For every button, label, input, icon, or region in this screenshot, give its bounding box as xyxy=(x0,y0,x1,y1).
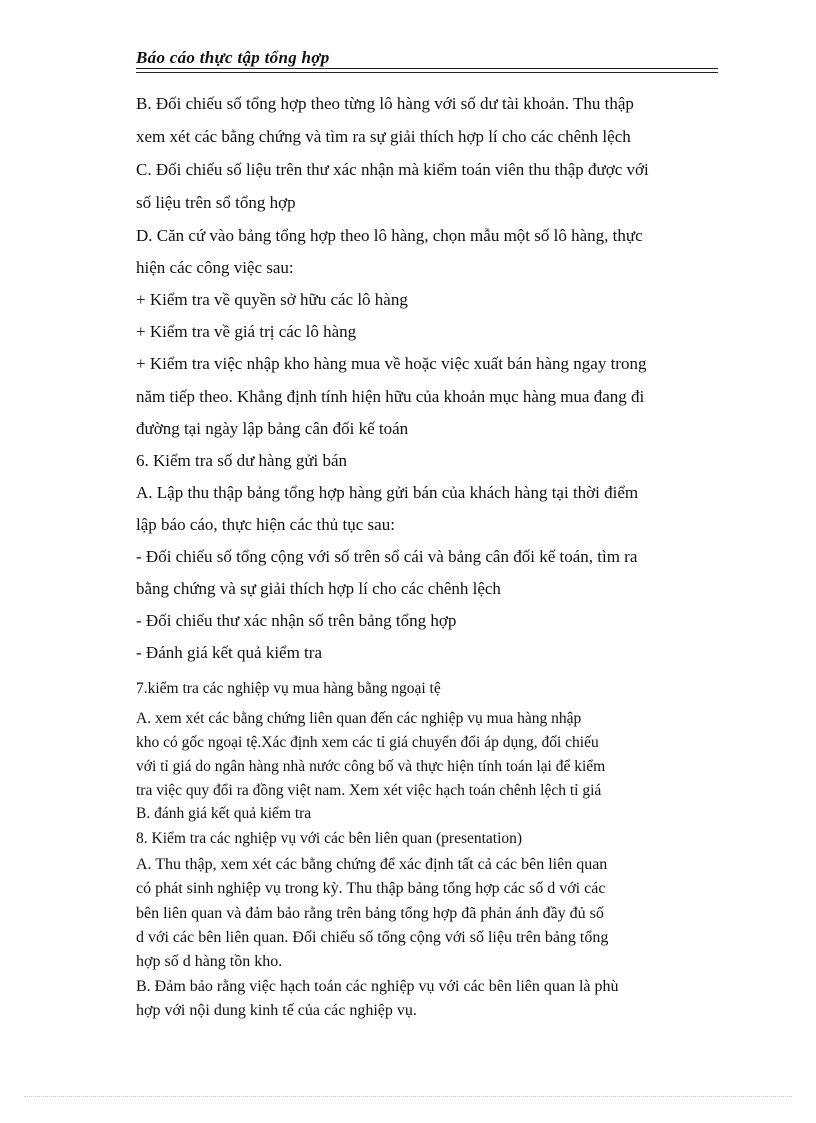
section-heading: 7.kiểm tra các nghiệp vụ mua hàng bằng ngoại tệ xyxy=(136,680,441,697)
text-line: B. Đảm bảo rằng việc hạch toán các nghiệp vụ với các bên liên quan là phù xyxy=(136,978,619,995)
text-line: - Đối chiếu thư xác nhận số trên bảng tổng hợp xyxy=(136,611,457,630)
text-line: hợp với nội dung kinh tế của các nghiệp vụ. xyxy=(136,1002,417,1019)
text-line: năm tiếp theo. Khẳng định tính hiện hữu của khoản mục hàng mua đang đi xyxy=(136,387,645,406)
footer-rule xyxy=(24,1096,792,1097)
text-line: bên liên quan và đảm bảo rằng trên bảng tổng hợp đã phản ánh đầy đủ số xyxy=(136,905,604,922)
text-line: bằng chứng và sự giải thích hợp lí cho các chênh lệch xyxy=(136,579,501,598)
text-line: - Đối chiếu số tổng cộng với số trên sổ cái và bảng cân đối kế toán, tìm ra xyxy=(136,547,638,566)
text-line: hiện các công việc sau: xyxy=(136,258,294,277)
text-line: + Kiểm tra việc nhập kho hàng mua về hoặc việc xuất bán hàng ngay trong xyxy=(136,354,647,373)
text-line: lập báo cáo, thực hiện các thủ tục sau: xyxy=(136,515,395,534)
text-line: + Kiểm tra về giá trị các lô hàng xyxy=(136,322,357,341)
text-line: có phát sinh nghiệp vụ trong kỳ. Thu thập bảng tổng hợp các số d với các xyxy=(136,880,606,897)
header-title: Báo cáo thực tập tổng hợp xyxy=(136,48,330,67)
header-rule-top xyxy=(136,68,718,69)
text-line: d với các bên liên quan. Đối chiếu số tổng cộng với số liệu trên bảng tổng xyxy=(136,929,609,946)
header-rule-bottom xyxy=(136,72,718,73)
text-line: xem xét các bằng chứng và tìm ra sự giải thích hợp lí cho các chênh lệch xyxy=(136,127,631,146)
text-line: B. Đối chiếu số tổng hợp theo từng lô hàng với số dư tài khoản. Thu thập xyxy=(136,94,634,113)
text-line: 6. Kiểm tra số dư hàng gửi bán xyxy=(136,451,348,470)
text-line: D. Căn cứ vào bảng tổng hợp theo lô hàng, chọn mẫu một số lô hàng, thực xyxy=(136,226,643,245)
text-line: B. đánh giá kết quả kiểm tra xyxy=(136,805,312,822)
text-line: A. xem xét các bằng chứng liên quan đến các nghiệp vụ mua hàng nhập xyxy=(136,710,582,727)
text-line: tra việc quy đổi ra đồng việt nam. Xem xét việc hạch toán chênh lệch tỉ giá xyxy=(136,782,602,799)
text-line: kho có gốc ngoại tệ.Xác định xem các tỉ giá chuyển đổi áp dụng, đối chiếu xyxy=(136,734,599,751)
text-line: A. Thu thập, xem xét các bằng chứng để xác định tất cả các bên liên quan xyxy=(136,856,608,873)
text-line: C. Đối chiếu số liệu trên thư xác nhận mà kiểm toán viên thu thập được với xyxy=(136,160,649,179)
text-line: số liệu trên sổ tổng hợp xyxy=(136,193,296,212)
text-line: - Đánh giá kết quả kiểm tra xyxy=(136,643,322,662)
section-heading: 8. Kiểm tra các nghiệp vụ với các bên liên quan (presentation) xyxy=(136,830,523,847)
text-line: + Kiểm tra về quyền sở hữu các lô hàng xyxy=(136,290,408,309)
text-line: hợp số d hàng tồn kho. xyxy=(136,953,283,970)
text-line: đường tại ngày lập bảng cân đối kế toán xyxy=(136,419,409,438)
text-line: A. Lập thu thập bảng tổng hợp hàng gửi bán của khách hàng tại thời điểm xyxy=(136,483,639,502)
text-line: với tỉ giá do ngân hàng nhà nước công bố và thực hiện tính toán lại để kiểm xyxy=(136,758,606,775)
